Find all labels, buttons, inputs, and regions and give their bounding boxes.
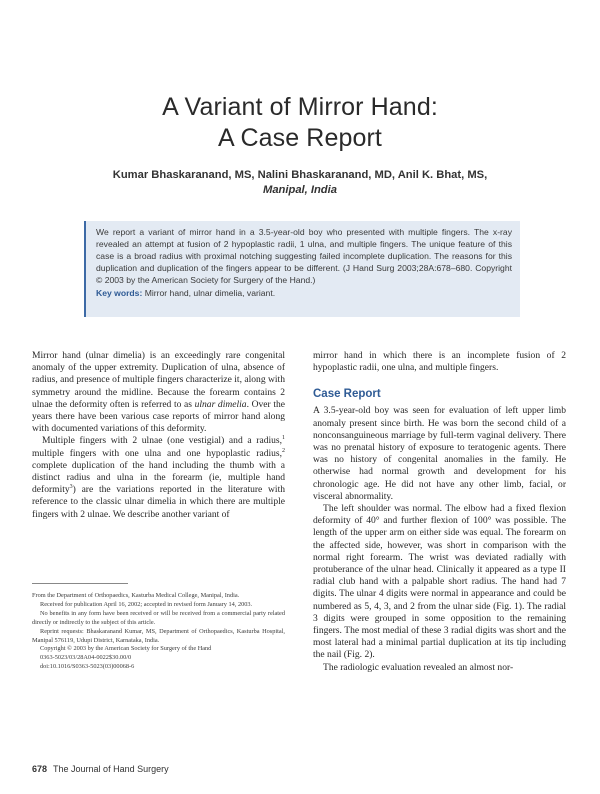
title-line-2: A Case Report xyxy=(218,124,382,152)
page-footer xyxy=(32,764,169,774)
reference-3[interactable]: 3 xyxy=(69,484,73,491)
page-number: 678 xyxy=(32,764,48,774)
keywords-label: Key words: xyxy=(96,288,143,299)
author-affiliation: Manipal, India xyxy=(263,184,337,196)
intro-paragraph-1: Mirror hand (ulnar dimelia) is an exceedingly rare congenital anomaly of the upper extremity. Duplication of ulna, absence of radius, and presence of multiple fingers characterize it, along with symmetry around the midline. Because the forearm contains 2 ulnae the deformity often is referred to as ulnar dimelia. Over the years there have been various case reports of mirror hand along with documented variations of this deformity. xyxy=(32,350,285,435)
keywords-list: Mirror hand, ulnar dimelia, variant. xyxy=(142,288,276,299)
left-column xyxy=(32,350,285,521)
case-paragraph-3: The radiologic evaluation revealed an almost nor- xyxy=(323,661,514,673)
intro-paragraph-2: Multiple fingers with 2 ulnae (one vestigial) and a radius,$^1$ multiple fingers with one ulna and one hypoplastic radius,$^2$ complete duplication of the hand including the thumb with a distinct radius and ulna in the forearm (ie, multiple hand deformity$^3$) are the variations reported in the literature with reference to the classic ulnar dimelia in which there are multiple fingers with 2 ulnae. We describe another variant of xyxy=(32,435,285,520)
reference-2[interactable]: 2 xyxy=(282,447,285,454)
footnote-benefits: No benefits in any form have been received or will be received from a commercial party related directly or indirectly to the subject of this article. xyxy=(32,609,285,626)
intro-paragraph-continued: mirror hand in which there is an incomplete fusion of 2 hypoplastic radii, one ulna, and multiple fingers. xyxy=(313,350,566,374)
keywords xyxy=(96,287,512,299)
abstract-box xyxy=(84,221,520,317)
article-title xyxy=(0,92,600,154)
footnote-divider xyxy=(32,583,128,584)
section-heading-case-report: Case Report xyxy=(313,388,381,401)
case-paragraph-1: A 3.5-year-old boy was seen for evaluation of left upper limb anomaly present since birth. He was born the second child of a nonconsanguineous marriage by full-term vaginal delivery. There was no prenatal history of exposure to teratogenic agents. There was no history of congenital anomalies in the family. He otherwise had normal growth and development for his chronologic age. He did not have any other limb, facial, or visceral abnormality. xyxy=(313,405,566,502)
footnote-received: Received for publication April 16, 2002; accepted in revised form January 14, 2003. xyxy=(40,600,253,608)
footnote-copyright: Copyright © 2003 by the American Society for Surgery of the Hand xyxy=(40,645,212,653)
footnote-reprint: Reprint requests: Bhaskaranand Kumar, MS, Department of Orthopaedics, Kasturba Hospital, Manipal 576119, Udupi District, Karnataka, India. xyxy=(32,627,285,644)
abstract-text: We report a variant of mirror hand in a 3.5-year-old boy who presented with multiple fingers. The x-ray revealed an attempt at fusion of 2 hypoplastic radii, 1 ulna, and multiple fingers. The unique feature of this case is a broad radius with proximal notching suggesting failed incomplete duplication. The reasons for this duplication and duplication of the fingers appear to be different. (J Hand Surg 2003;28A:678–680. Copyright © 2003 by the American Society for Surgery of the Hand.) xyxy=(96,227,512,286)
footnote-affiliation: From the Department of Orthopaedics, Kasturba Medical College, Manipal, India. xyxy=(32,592,240,599)
footnote-issn: 0363-5023/03/28A04-0022$30.00/0 xyxy=(40,654,132,662)
journal-name: The Journal of Hand Surgery xyxy=(53,764,169,774)
author-list: Kumar Bhaskaranand, MS, Nalini Bhaskaranand, MD, Anil K. Bhat, MS, xyxy=(112,169,488,181)
title-line-1: A Variant of Mirror Hand: xyxy=(162,93,438,121)
case-paragraph-2: The left shoulder was normal. The elbow had a fixed flexion deformity of 40° and further flexion of 100° was possible. The length of the upper arm on either side was equal. The forearm on the affected side, however, was short in comparison with the normal right forearm. The wrist was deviated radially with protuberance of the ulnar head. Clinically it appeared as a type II radial club hand with a palpable short radius. The hand had 7 digits. The ulnar 4 digits were normal in appearance and could be numbered as 5, 4, 3, and 2 from the ulnar side (Fig. 1). The radial 3 digits were grouped in some opposition to the remaining fingers. The most medial of these 3 radial digits was short and the most lateral had a minimal partial duplication at its tip including the nail (Fig. 2). xyxy=(313,503,566,661)
footnote-doi: doi:10.1016/S0363-5023(03)00068-6 xyxy=(40,663,135,671)
right-column xyxy=(313,350,566,674)
abstract-accent-bar xyxy=(84,221,86,317)
reference-1[interactable]: 1 xyxy=(282,435,285,442)
footnotes xyxy=(32,592,285,672)
